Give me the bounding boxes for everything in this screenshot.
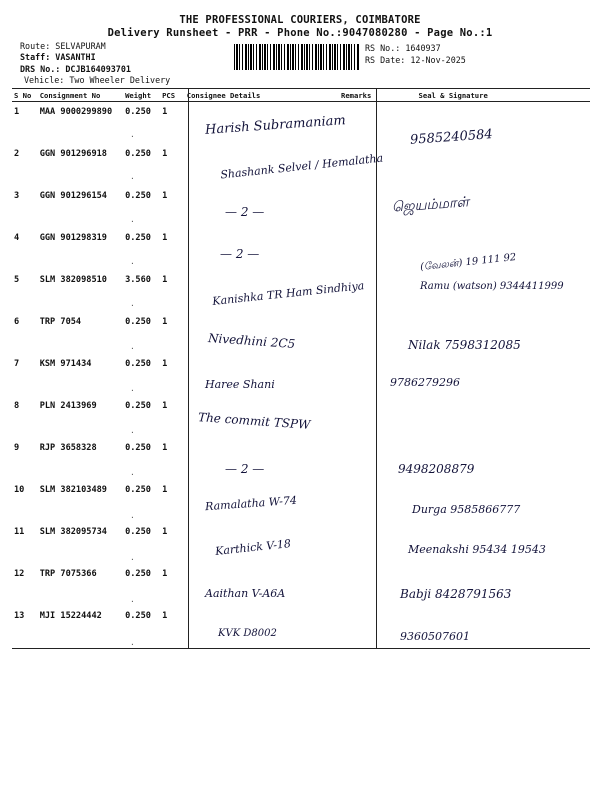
row-remarks <box>339 480 395 522</box>
table-row <box>12 186 590 228</box>
row-marker-dot: · <box>130 301 135 311</box>
row-weight: 0.250 <box>125 359 151 369</box>
consignee-handwriting: — 2 — <box>220 246 260 261</box>
row-weight: 0.250 <box>123 606 160 649</box>
row-weight: 0.250 <box>125 485 151 495</box>
row-pcs: 1 <box>162 569 168 579</box>
signature-handwriting: 9786279296 <box>390 375 460 389</box>
row-weight: 0.250 <box>125 191 151 201</box>
rs-date: RS Date: 12-Nov-2025 <box>365 55 466 65</box>
row-pcs: 1 <box>162 107 168 117</box>
row-remarks <box>339 522 395 564</box>
consignee-handwriting: Shashank Selvel / Hemalatha <box>219 151 384 182</box>
row-weight: 0.250 <box>125 149 151 159</box>
row-consignee-details <box>185 228 339 270</box>
row-pcs: 1 <box>160 606 185 649</box>
signature-handwriting: 9585240584 <box>409 127 494 148</box>
signature-handwriting: Nilak 7598312085 <box>408 337 521 352</box>
row-pcs: 1 <box>162 527 168 537</box>
staff-label: Staff: VASANTHI <box>20 52 96 62</box>
row-sno: 8 <box>14 401 20 411</box>
row-sno: 5 <box>14 275 20 285</box>
row-consignment-no: SLM 382098510 <box>39 275 107 285</box>
signature-handwriting: (வேலன்) 19 111 92 <box>419 251 517 273</box>
row-remarks <box>339 354 395 396</box>
row-weight: 0.250 <box>125 107 151 117</box>
row-sno: 2 <box>14 149 20 159</box>
signature-handwriting: Babji 8428791563 <box>400 587 512 602</box>
row-pcs: 1 <box>162 443 168 453</box>
row-sno: 9 <box>14 443 20 453</box>
signature-handwriting: 9360507601 <box>400 629 470 643</box>
row-consignment-no: GGN 901298319 <box>39 233 107 243</box>
row-marker-dot: · <box>130 216 135 226</box>
col-header-consignment: Consignment No <box>38 89 123 102</box>
consignee-handwriting: Ramalatha W-74 <box>204 493 298 513</box>
row-marker-dot: · <box>130 258 135 268</box>
row-weight: 0.250 <box>125 401 151 411</box>
consignee-handwriting: Aaithan V-A6A <box>205 587 286 601</box>
consignee-handwriting: Kanishka TR Ham Sindhiya <box>211 279 365 309</box>
table-header-row <box>12 89 590 102</box>
table-row <box>12 606 590 649</box>
table-row <box>12 480 590 522</box>
row-weight: 0.250 <box>125 233 151 243</box>
row-weight: 3.560 <box>125 275 151 285</box>
row-consignment-no: GGN 901296918 <box>39 149 107 159</box>
barcode-image <box>234 44 360 70</box>
row-sno: 11 <box>14 527 25 537</box>
row-marker-dot: · <box>130 132 135 141</box>
row-marker-dot: · <box>130 597 135 607</box>
signature-handwriting: Meenakshi 95434 19543 <box>408 543 546 556</box>
row-sno: 4 <box>14 233 20 243</box>
col-header-weight: Weight <box>123 89 160 102</box>
row-weight: 0.250 <box>125 443 151 453</box>
row-sno: 13 <box>12 606 38 649</box>
row-remarks <box>339 396 395 438</box>
rs-number: RS No.: 1640937 <box>365 43 441 53</box>
row-pcs: 1 <box>162 317 168 327</box>
row-consignment-no: SLM 382103489 <box>39 485 107 495</box>
consignee-handwriting: Haree Shani <box>205 377 275 391</box>
row-sno: 6 <box>14 317 20 327</box>
column-divider <box>188 88 189 648</box>
row-marker-dot: · <box>130 174 135 184</box>
row-consignment-no: SLM 382095734 <box>39 527 107 537</box>
runsheet-subtitle: Delivery Runsheet - PRR - Phone No.:9047080280 - Page No.:1 <box>107 27 493 39</box>
row-remarks <box>339 606 395 649</box>
row-signature <box>395 396 590 438</box>
row-consignment-no: KSM 971434 <box>39 359 92 369</box>
row-weight: 0.250 <box>125 569 151 579</box>
row-sno: 1 <box>14 107 20 117</box>
row-sno: 10 <box>14 485 25 495</box>
row-signature <box>395 480 590 522</box>
row-pcs: 1 <box>162 485 168 495</box>
row-pcs: 1 <box>162 149 168 159</box>
signature-handwriting: ஜெயம்மாள் <box>391 193 470 216</box>
row-pcs: 1 <box>162 275 168 285</box>
col-header-signature: Seal & Signature <box>395 89 590 102</box>
col-header-remarks: Remarks <box>339 89 395 102</box>
row-sno: 3 <box>14 191 20 201</box>
consignee-handwriting: The commit TSPW <box>197 410 311 432</box>
consignee-handwriting: — 2 — <box>225 204 265 219</box>
row-pcs: 1 <box>162 401 168 411</box>
table-row <box>12 438 590 480</box>
row-sno: 12 <box>14 569 25 579</box>
company-title: THE PROFESSIONAL COURIERS, COIMBATORE <box>179 14 421 26</box>
signature-handwriting: Ramu (watson) 9344411999 <box>420 281 564 293</box>
col-header-sno: S No <box>12 89 38 102</box>
row-consignment-no: MJI 15224442 <box>38 606 123 649</box>
row-weight: 0.250 <box>125 527 151 537</box>
row-marker-dot: · <box>130 512 135 522</box>
consignee-handwriting: Karthick V-18 <box>214 537 292 558</box>
col-header-pcs: PCS <box>160 89 185 102</box>
row-pcs: 1 <box>162 233 168 243</box>
consignee-handwriting: Harish Subramaniam <box>204 113 347 138</box>
row-pcs: 1 <box>162 191 168 201</box>
row-sno: 7 <box>14 359 20 369</box>
row-consignment-no: TRP 7054 <box>39 317 82 327</box>
row-marker-dot: · <box>130 428 135 438</box>
row-marker-dot: · <box>130 555 135 564</box>
row-marker-dot: · <box>130 343 135 353</box>
row-consignment-no: GGN 901296154 <box>39 191 107 201</box>
row-weight: 0.250 <box>125 317 151 327</box>
consignee-handwriting: KVK D8002 <box>218 627 277 639</box>
signature-handwriting: 9498208879 <box>398 462 475 477</box>
row-marker-dot: · <box>130 639 135 649</box>
row-remarks <box>339 102 395 145</box>
row-signature <box>395 144 590 186</box>
row-consignment-no: PLN 2413969 <box>39 401 97 411</box>
row-remarks <box>339 228 395 270</box>
row-remarks <box>339 186 395 228</box>
row-consignment-no: TRP 7075366 <box>39 569 97 579</box>
row-remarks <box>339 312 395 354</box>
row-marker-dot: · <box>130 385 135 395</box>
consignee-handwriting: — 2 — <box>225 462 265 477</box>
drs-number: DRS No.: DCJB164093701 <box>20 64 131 74</box>
row-pcs: 1 <box>162 359 168 369</box>
row-marker-dot: · <box>130 470 135 480</box>
signature-handwriting: Durga 9585866777 <box>412 502 521 516</box>
row-remarks <box>339 564 395 606</box>
consignee-handwriting: Nivedhini 2C5 <box>207 330 296 351</box>
route-label: Route: SELVAPURAM <box>20 41 106 51</box>
row-remarks <box>339 438 395 480</box>
vehicle-label: Vehicle: Two Wheeler Delivery <box>24 75 171 85</box>
row-consignment-no: MAA 9000299890 <box>39 107 113 117</box>
column-divider <box>376 88 377 648</box>
row-consignment-no: RJP 3658328 <box>39 443 97 453</box>
table-row <box>12 354 590 396</box>
col-header-consignee: Consignee Details <box>185 89 339 102</box>
